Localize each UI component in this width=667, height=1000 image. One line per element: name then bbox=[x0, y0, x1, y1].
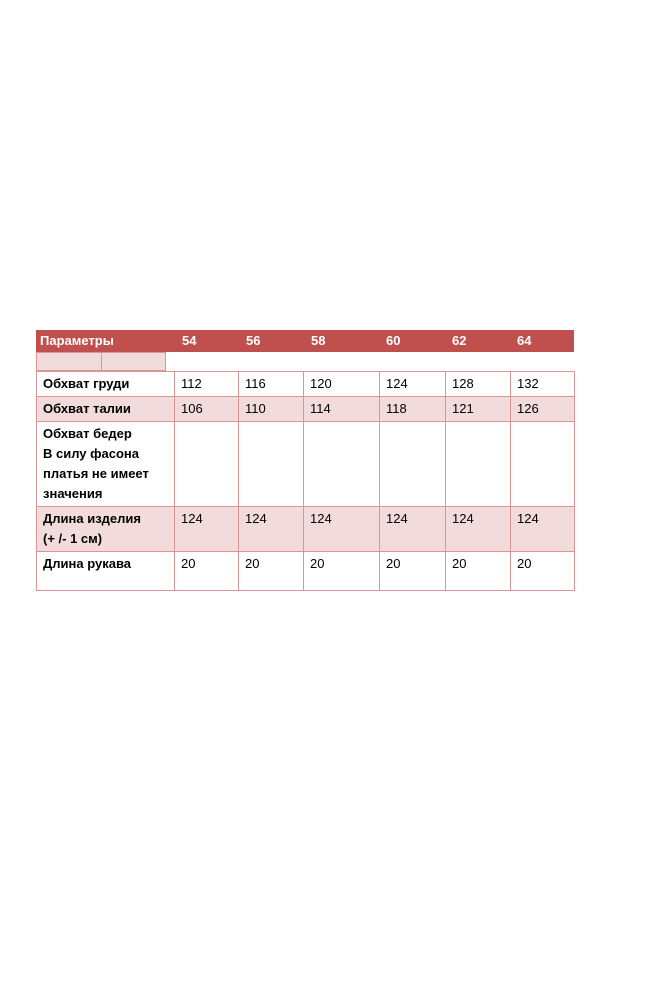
cell-value: 20 bbox=[304, 552, 380, 591]
table-row-hips bbox=[37, 422, 575, 507]
row-label bbox=[37, 507, 175, 552]
cell-value: 114 bbox=[304, 397, 380, 422]
cell-value: 126 bbox=[511, 397, 575, 422]
table-row-length bbox=[37, 507, 575, 552]
header-subcell bbox=[36, 352, 102, 371]
size-grid bbox=[36, 371, 575, 591]
cell-value: 20 bbox=[511, 552, 575, 591]
cell-value: 110 bbox=[239, 397, 304, 422]
cell-value bbox=[446, 422, 511, 507]
header-label: Параметры bbox=[40, 333, 114, 348]
cell-value: 128 bbox=[446, 372, 511, 397]
cell-value: 124 bbox=[175, 507, 239, 552]
row-label: Длина рукава bbox=[37, 552, 175, 591]
cell-value: 106 bbox=[175, 397, 239, 422]
header-subcell bbox=[101, 352, 166, 371]
row-label-line: платья не имеет bbox=[43, 466, 149, 481]
cell-value: 112 bbox=[175, 372, 239, 397]
cell-value: 124 bbox=[304, 507, 380, 552]
header-size-58: 58 bbox=[311, 333, 326, 348]
cell-value: 20 bbox=[239, 552, 304, 591]
row-label-line: В силу фасона bbox=[43, 446, 140, 461]
cell-value: 118 bbox=[380, 397, 446, 422]
header-size-60: 60 bbox=[386, 333, 401, 348]
cell-value: 20 bbox=[446, 552, 511, 591]
cell-value: 124 bbox=[446, 507, 511, 552]
table-row-sleeve bbox=[37, 552, 575, 591]
row-label-line: значения bbox=[43, 486, 103, 501]
row-label: Обхват талии bbox=[37, 397, 175, 422]
row-label: Обхват груди bbox=[37, 372, 175, 397]
cell-value bbox=[511, 422, 575, 507]
row-label-line: Обхват бедер bbox=[43, 426, 132, 441]
cell-value bbox=[239, 422, 304, 507]
cell-value: 124 bbox=[380, 372, 446, 397]
table-row-waist bbox=[37, 397, 575, 422]
cell-value: 124 bbox=[239, 507, 304, 552]
cell-value: 116 bbox=[239, 372, 304, 397]
row-label-line: (+ /- 1 см) bbox=[43, 531, 103, 546]
cell-value: 120 bbox=[304, 372, 380, 397]
cell-value bbox=[380, 422, 446, 507]
header-size-56: 56 bbox=[246, 333, 261, 348]
cell-value bbox=[175, 422, 239, 507]
cell-value bbox=[304, 422, 380, 507]
header-size-54: 54 bbox=[182, 333, 197, 348]
header-size-62: 62 bbox=[452, 333, 467, 348]
row-label bbox=[37, 422, 175, 507]
table-header-bar bbox=[36, 330, 574, 352]
table-row-chest bbox=[37, 372, 575, 397]
cell-value: 124 bbox=[380, 507, 446, 552]
cell-value: 121 bbox=[446, 397, 511, 422]
cell-value: 20 bbox=[380, 552, 446, 591]
cell-value: 124 bbox=[511, 507, 575, 552]
cell-value: 132 bbox=[511, 372, 575, 397]
cell-value: 20 bbox=[175, 552, 239, 591]
row-label-line: Длина изделия bbox=[43, 511, 141, 526]
header-size-64: 64 bbox=[517, 333, 532, 348]
